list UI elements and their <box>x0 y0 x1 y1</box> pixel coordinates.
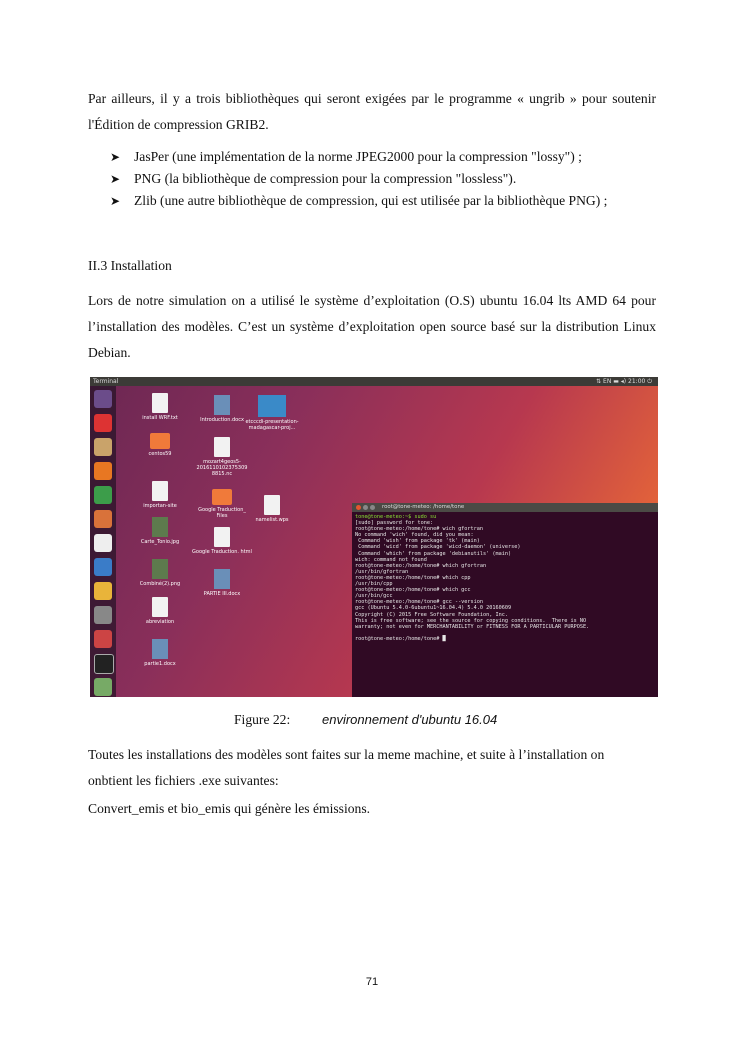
figure-caption: environnement d'ubuntu 16.04 <box>322 712 498 727</box>
terminal-line: root@tone-meteo:/home/tone# which gfortran <box>355 562 487 569</box>
list-item: ➤ Zlib (une autre bibliothèque de compression, qui est utilisée par la bibliothèque PNG) ; <box>110 190 670 212</box>
unity-launcher <box>90 386 116 697</box>
terminal-line: wich: command not found <box>355 556 427 563</box>
desktop-icon[interactable] <box>192 569 252 597</box>
terminal-window[interactable] <box>352 503 658 697</box>
terminal-line: root@tone-meteo:/home/tone# which cpp <box>355 574 471 581</box>
desktop-icon-label: partie1.docx <box>144 661 176 667</box>
terminal-line: /usr/bin/gfortran <box>355 568 409 575</box>
desktop-icon-label: abreviation <box>145 619 175 625</box>
desktop-icon[interactable] <box>192 527 252 555</box>
terminal-line: /usr/bin/cpp <box>355 581 393 588</box>
folder-file-icon <box>150 433 170 449</box>
terminal-line: No command 'wich' found, did you mean: <box>355 532 474 539</box>
desktop-icon[interactable] <box>130 639 190 667</box>
emissions-paragraph: Convert_emis et bio_emis qui génère les émissions. <box>88 801 371 816</box>
terminal-line: root@tone-meteo:/home/tone# which gcc <box>355 587 471 594</box>
word-file-icon <box>152 639 168 659</box>
files-icon[interactable] <box>94 438 112 456</box>
desktop-icon[interactable] <box>130 481 190 509</box>
terminal-line: Command 'wish' from package 'tk' (main) <box>355 538 480 545</box>
terminal-line: root@tone-meteo:/home/tone# wich gfortran <box>355 526 484 533</box>
word-file-icon <box>214 569 230 589</box>
section-heading: II.3 Installation <box>88 258 172 273</box>
desktop-icon[interactable] <box>242 495 302 523</box>
arrow-bullet-icon: ➤ <box>110 172 121 186</box>
terminal-line: gcc (Ubuntu 5.4.0-6ubuntu1~16.04.4) 5.4.0 20160609 <box>355 605 512 612</box>
installation-paragraph: Lors de notre simulation on a utilisé le système d’exploitation (O.S) ubuntu 16.04 lts AMD 64 pour l’installation des modèles. C’est un système d’exploitation open source basé sur la distribution Linux Debian. <box>88 293 656 360</box>
terminal-output <box>352 512 658 644</box>
doc-file-icon <box>214 437 230 457</box>
dash-icon[interactable] <box>94 390 112 408</box>
list-item: ➤ JasPer (une implémentation de la norme JPEG2000 pour la compression "lossy") ; <box>110 146 670 168</box>
terminal-line: tone@tone-meteo:~$ sudo su <box>355 514 437 520</box>
desktop-icon[interactable] <box>130 433 190 457</box>
firefox-icon[interactable] <box>94 462 112 480</box>
desktop-icon[interactable] <box>130 559 190 587</box>
ubuntu-screenshot <box>90 377 658 697</box>
list-item: ➤ PNG (la bibliothèque de compression pour la compression "lossless"). <box>110 168 670 190</box>
amazon-icon[interactable] <box>94 534 112 552</box>
desktop-icon[interactable] <box>130 393 190 421</box>
terminal-line: Command 'which' from package 'debianutils' (main) <box>355 550 512 557</box>
terminal-line: warranty; not even for MERCHANTABILITY or FITNESS FOR A PARTICULAR PURPOSE. <box>355 623 590 630</box>
library-list <box>110 146 670 212</box>
trash-icon[interactable] <box>94 678 112 696</box>
impress-icon[interactable] <box>94 510 112 528</box>
desktop-icon[interactable] <box>130 597 190 625</box>
img-file-icon <box>152 559 168 579</box>
desktop-icon[interactable] <box>192 437 252 477</box>
doc-file-icon <box>214 527 230 547</box>
arrow-bullet-icon: ➤ <box>110 150 121 164</box>
pres-file-icon <box>258 395 286 417</box>
settings-icon[interactable] <box>94 630 112 648</box>
terminal-icon[interactable] <box>94 654 114 674</box>
doc-file-icon <box>152 597 168 617</box>
folder-file-icon <box>212 489 232 505</box>
intro-paragraph: Par ailleurs, il y a trois bibliothèques qui seront exigées par le programme « ungrib » pour soutenir l'Édition de compression GRIB2. <box>88 91 656 132</box>
desktop-icon-label: importan-site <box>143 503 177 509</box>
desktop-icon-label: install WRF.txt <box>142 415 178 421</box>
arrow-bullet-icon: ➤ <box>110 194 121 208</box>
terminal-line: Copyright (C) 2015 Free Software Foundation, Inc. <box>355 611 509 618</box>
desktop-icon-label: Combiné(2).png <box>139 581 181 587</box>
terminal-title-bar <box>352 503 658 512</box>
terminal-line: /usr/bin/gcc <box>355 593 393 600</box>
desktop-icon-label: etcccdi-presentation-madagascar-proj... <box>245 419 299 431</box>
terminal-line: [sudo] password for tone: <box>355 520 434 527</box>
word-file-icon <box>214 395 230 415</box>
desktop-icon-label: namelist.wps <box>255 517 289 523</box>
desktop-icon-label: Google Traduction. html <box>192 549 252 555</box>
desktop-icon-label: mozart4geos5-2016110102375309 8815.nc <box>196 459 248 477</box>
terminal-line: Command 'wicd' from package 'wicd-daemon' (universe) <box>355 544 521 551</box>
calc-icon[interactable] <box>94 486 112 504</box>
ubuntu-top-bar <box>90 377 658 386</box>
terminal-line: root@tone-meteo:/home/tone# gcc --version <box>355 599 484 606</box>
desktop-icon[interactable] <box>130 517 190 545</box>
chrome-icon[interactable] <box>94 582 112 600</box>
figure-label: Figure 22: <box>234 712 291 727</box>
desktop-icon[interactable] <box>242 395 302 431</box>
terminal-title: root@tone-meteo: /home/tone <box>382 504 465 510</box>
software-icon[interactable] <box>94 606 112 624</box>
writer-icon[interactable] <box>94 558 112 576</box>
terminal-line: root@tone-meteo:/home/tone# █ <box>355 635 446 642</box>
img-file-icon <box>152 517 168 537</box>
desktop-icon-label: Carte_Tonio.jpg <box>140 539 180 545</box>
desktop-icon-label: Introduction.docx <box>200 417 244 423</box>
app-icon[interactable] <box>94 414 112 432</box>
topbar-title: Terminal <box>93 378 119 385</box>
desktop-icon-label: centos59 <box>148 451 172 457</box>
window-controls[interactable] <box>356 505 377 514</box>
doc-file-icon <box>152 481 168 501</box>
result-paragraph: Toutes les installations des modèles sont faites sur la meme machine, et suite à l’installation on onbtient les fichiers .exe suivantes: <box>88 747 605 788</box>
desktop-icon-label: Google Traduction_ Files <box>198 507 246 519</box>
terminal-line: This is free software; see the source for copying conditions. There is NO <box>355 617 587 624</box>
desktop-icon-label: PARTIE III.docx <box>203 591 241 597</box>
page-number: 71 <box>365 976 379 988</box>
doc-file-icon <box>152 393 168 413</box>
doc-file-icon <box>264 495 280 515</box>
topbar-status: ⇅ EN ▬ ◂) 21:00 ⏻ <box>596 378 652 385</box>
